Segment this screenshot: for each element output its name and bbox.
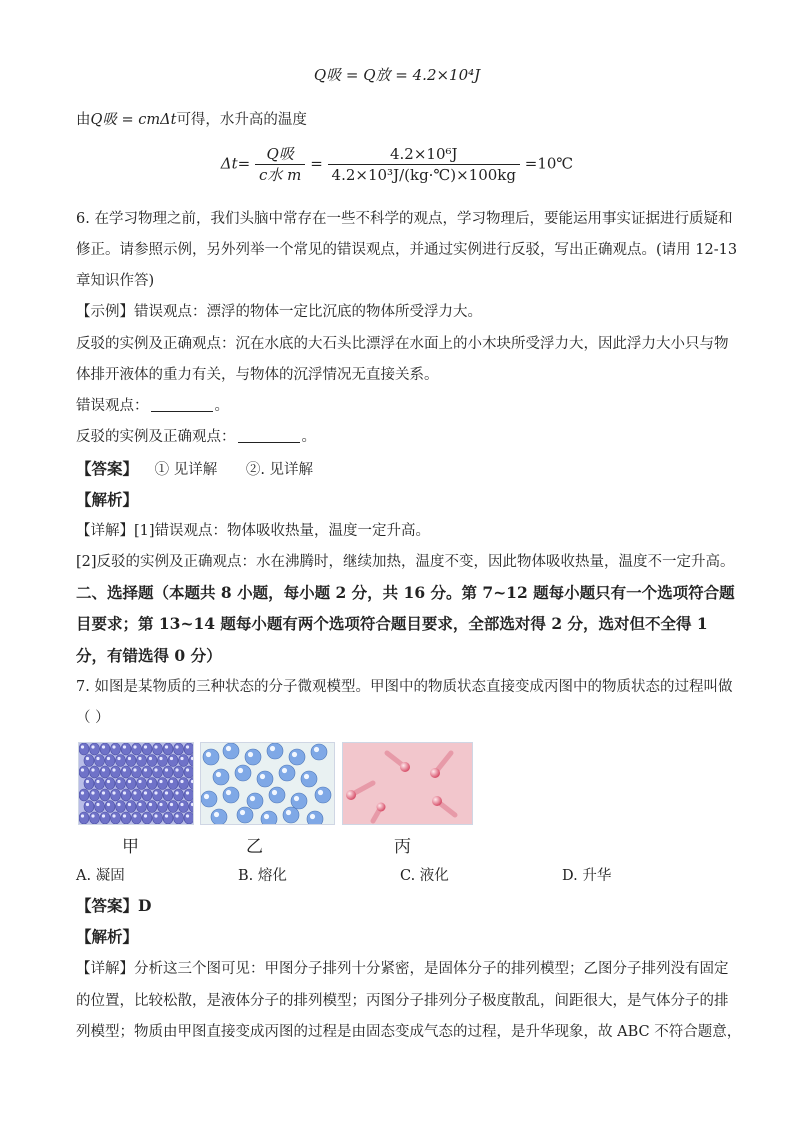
liquid-molecule-svg (201, 743, 334, 824)
q6-rebut-1: 反驳的实例及正确观点：沉在水底的大石头比漂浮在水面上的小木块所受浮力大，因此浮力大小只与物 (76, 336, 729, 352)
figure-label-solid: 甲 (122, 837, 139, 857)
figure-label-liquid: 乙 (246, 837, 263, 857)
q7-answer: 【答案】D (76, 896, 152, 915)
answer-blank (238, 428, 300, 443)
q7-analysis-tag: 【解析】 (76, 927, 139, 946)
liquid-molecule-figure (200, 742, 335, 825)
q7-stem-2: （ ） (76, 710, 110, 726)
delta-t-equation: Δt= $\frac{\text{Q吸}}{\text{c水 m}}$ = $\frac{\text{4.2×10⁶J}}{\text{4.2×10³J/(kg·℃)×100kg}}$ =10℃ (220, 145, 574, 184)
q7-detail-2: 的位置，比较松散，是液体分子的排列模型；丙图分子排列分子极度散乱，间距很大，是气体分子的排 (76, 993, 729, 1009)
solid-molecule-svg (79, 743, 193, 824)
option-c[interactable]: C. 液化 (400, 868, 449, 884)
section-2-heading-2: 目要求；第 13~14 题每小题有两个选项符合题目要求，全部选对得 2 分，选对但不全得 1 (76, 614, 708, 633)
q6-line-2: 修正。请参照示例，另外列举一个常见的错误观点，并通过实例进行反驳，写出正确观点。(请用 12-13 (76, 242, 738, 258)
q6-line-3: 章知识作答) (76, 273, 155, 289)
q6-detail-1: 【详解】[1]错误观点：物体吸收热量，温度一定升高。 (76, 523, 431, 539)
option-b[interactable]: B. 熔化 (238, 868, 287, 884)
solid-molecule-figure (78, 742, 194, 825)
option-d[interactable]: D. 升华 (562, 868, 612, 884)
q6-answer: 【答案】 ① 见详解 ②. 见详解 (76, 459, 314, 478)
section-2-heading-1: 二、选择题（本题共 8 小题，每小题 2 分，共 16 分。第 7~12 题每小题只有一个选项符合题 (76, 583, 735, 602)
gas-molecule-svg (343, 743, 472, 824)
fraction-q-over-cm: $\frac{\text{Q吸}}{\text{c水 m}}$ (255, 144, 305, 185)
gas-molecule-figure (342, 742, 473, 825)
q6-rebut-2: 体排开液体的重力有关，与物体的沉浮情况无直接关系。 (76, 367, 439, 383)
q6-correct-view-blank: 反驳的实例及正确观点： 。 (76, 429, 316, 445)
q7-stem-1: 7. 如图是某物质的三种状态的分子微观模型。甲图中的物质状态直接变成丙图中的物质状态的过程叫做 (76, 679, 733, 695)
q6-detail-2: [2]反驳的实例及正确观点：水在沸腾时，继续加热，温度不变，因此物体吸收热量，温度不一定升高。 (76, 554, 735, 570)
q6-example: 【示例】错误观点：漂浮的物体一定比沉底的物体所受浮力大。 (76, 304, 482, 320)
q6-wrong-view-blank: 错误观点： 。 (76, 398, 229, 414)
option-a[interactable]: A. 凝固 (76, 868, 125, 884)
heat-balance-equation: Q吸 = Q放 = 4.2×10⁴J (313, 66, 481, 84)
fraction-values: $\frac{\text{4.2×10⁶J}}{\text{4.2×10³J/(kg·℃)×100kg}}$ (328, 144, 520, 185)
q7-detail-1: 【详解】分析这三个图可见：甲图分子排列十分紧密，是固体分子的排列模型；乙图分子排列没有固定 (76, 961, 729, 977)
q6-line-1: 6. 在学习物理之前，我们头脑中常存在一些不科学的观点，学习物理后，要能运用事实证据进行质疑和 (76, 211, 733, 227)
q7-detail-3: 列模型；物质由甲图直接变成丙图的过程是由固态变成气态的过程，是升华现象，故 ABC 不符合题意， (76, 1024, 742, 1040)
section-2-heading-3: 分，有错选得 0 分） (76, 646, 222, 665)
answer-blank (151, 397, 213, 412)
formula-intro-line: 由Q吸 = cmΔt可得，水升高的温度 (76, 112, 307, 128)
q6-analysis-tag: 【解析】 (76, 490, 139, 509)
figure-label-gas: 丙 (394, 837, 411, 857)
